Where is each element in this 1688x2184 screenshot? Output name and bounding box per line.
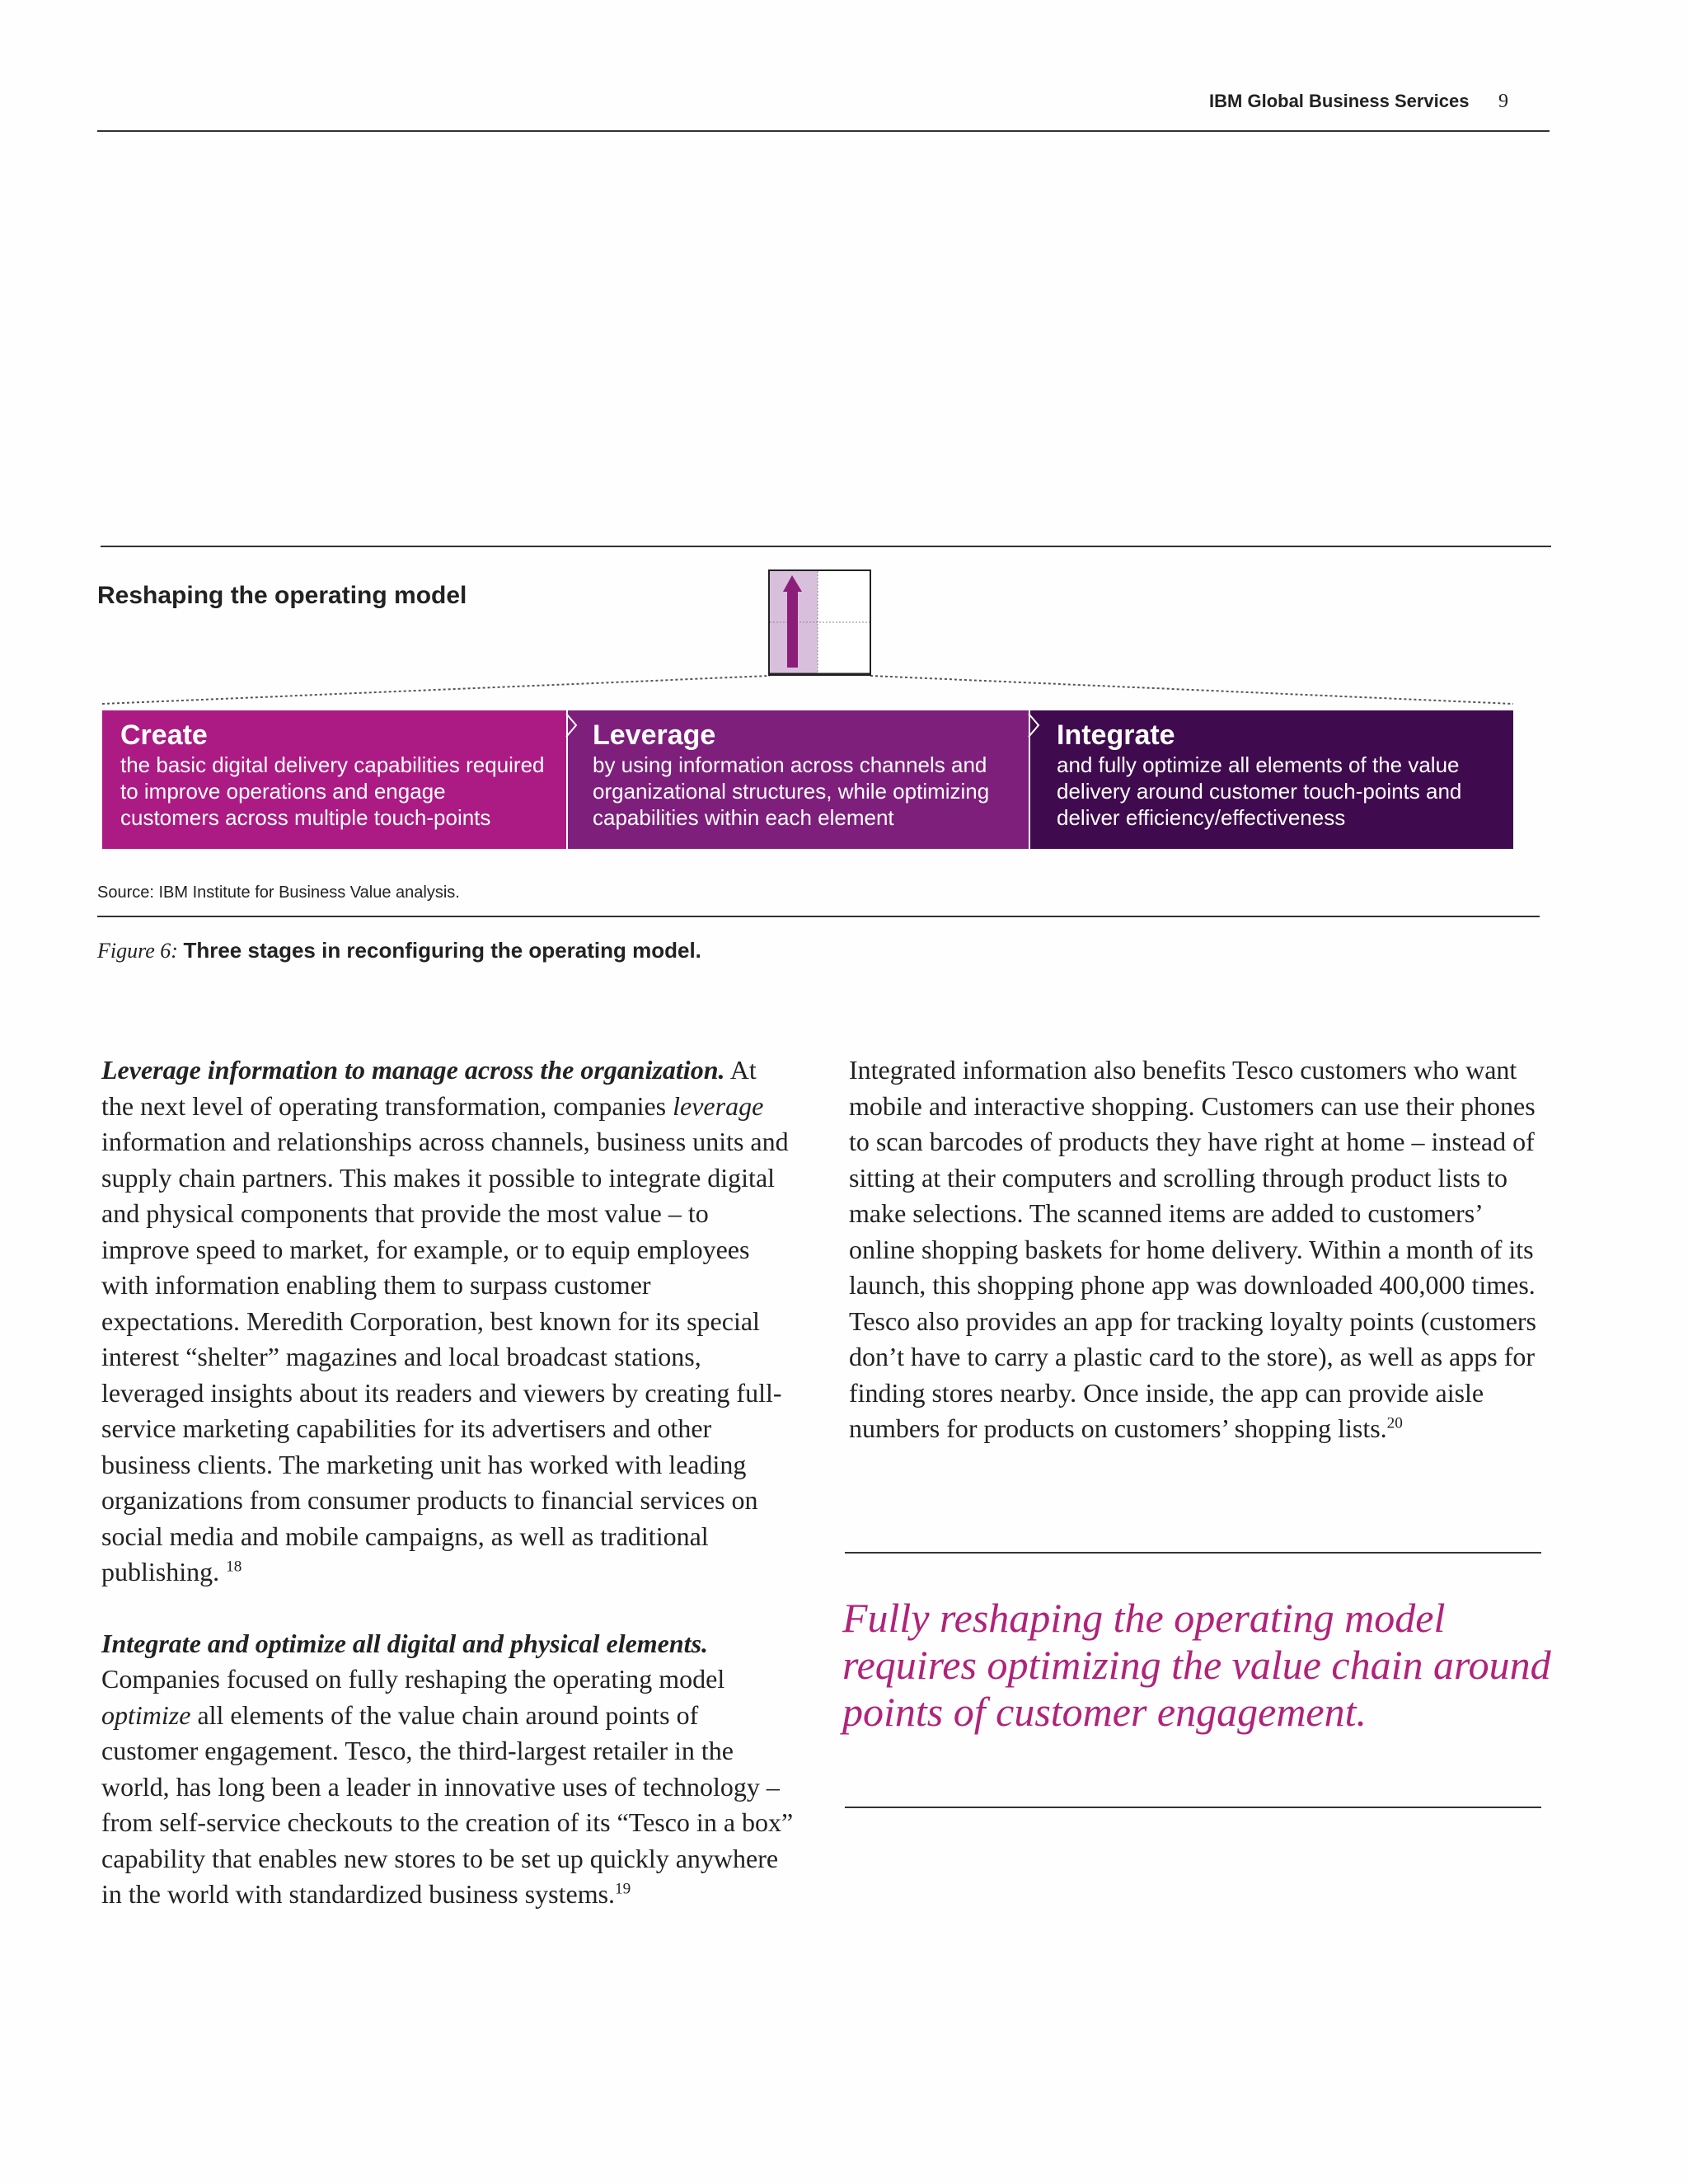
emphasis-text: optimize	[101, 1699, 191, 1730]
chevron-icon-2	[1029, 714, 1039, 737]
figure-bottom-rule	[97, 916, 1540, 917]
paragraph-integrate	[101, 1626, 794, 1913]
stage-integrate-description: and fully optimize all elements of the value delivery around customer touch-points and deliver efficiency/effectiveness	[1057, 752, 1462, 830]
figure-caption	[97, 938, 701, 963]
paragraph-text: information and relationships across channels, business units and supply chain partners. This makes it possible to integrate digital and physical components that provide the most value – to improve speed to market, for example, or to equip employees with information enabling them to surpass customer expectations. Meredith Corporation, best known for its special interest “shelter” magazines and local broadcast stations, leveraged insights about its readers and viewers by creating full-service marketing capabilities for its advertisers and other business clients. The marketing unit has worked with leading organizations from consumer products to financial services on social media and mobile campaigns, as well as traditional publishing.	[101, 1127, 789, 1586]
left-column	[101, 1052, 794, 1913]
paragraph-heading: Leverage information to manage across the organization.	[101, 1055, 725, 1085]
pull-quote-bottom-rule	[845, 1807, 1541, 1808]
pull-quote-top-rule	[845, 1552, 1541, 1554]
arrow-shaft	[787, 590, 798, 668]
paragraph-text: Companies focused on fully reshaping the operating model	[101, 1664, 725, 1694]
figure-top-rule	[101, 546, 1551, 547]
page-header	[0, 91, 1508, 113]
paragraph-leverage	[101, 1052, 794, 1591]
paragraph-text: all elements of the value chain around points of customer engagement. Tesco, the third-largest retailer in the world, has long been a leader in innovative uses of technology – from self-service checkouts to the creation of its “Tesco in a box” capability that enables new stores to be set up quickly anywhere in the world with standardized business systems.	[101, 1699, 794, 1909]
emphasis-text: leverage	[673, 1090, 764, 1121]
stage-leverage-title: Leverage	[593, 719, 716, 751]
figure-title: Reshaping the operating model	[97, 582, 467, 609]
caption-label: Figure 6:	[97, 939, 178, 963]
stage-create-title: Create	[120, 719, 208, 751]
page-number: 9	[1498, 91, 1508, 112]
stage-integrate-title: Integrate	[1057, 719, 1175, 751]
stage-indicator-icon	[0, 560, 1688, 709]
footnote-ref: 19	[615, 1880, 631, 1898]
guide-line-right	[870, 676, 1513, 704]
paragraph-heading: Integrate and optimize all digital and physical elements.	[101, 1628, 709, 1658]
header-brand: IBM Global Business Services	[1209, 91, 1470, 111]
header-rule	[97, 130, 1550, 132]
footnote-ref: 20	[1386, 1414, 1403, 1432]
paragraph-text: Integrated information also benefits Tesco customers who want mobile and interactive shopping. Customers can use their phones to scan barcodes of products they have right at home – instead of sitting at their computers and scrolling through product lists to make selections. The scanned items are added to customers’ online shopping baskets for home delivery. Within a month of its launch, this shopping phone app was downloaded 400,000 times. Tesco also provides an app for tracking loyalty points (customers don’t have to carry a plastic card to the store), as well as apps for finding stores nearby. Once inside, the app can provide aisle numbers for products on customers’ shopping lists.	[849, 1055, 1536, 1443]
stage-leverage-description: by using information across channels and organizational structures, while optimizing capabilities within each element	[593, 752, 990, 830]
stage-create-description: the basic digital delivery capabilities required to improve operations and engage customers across multiple touch-points	[120, 752, 545, 830]
stage-chevron-icons	[0, 710, 1688, 760]
paragraph-tesco-customers	[849, 1052, 1541, 1447]
chevron-icon-1	[566, 714, 576, 737]
caption-text: Three stages in reconfiguring the operating model.	[183, 938, 701, 963]
right-column	[849, 1052, 1541, 1447]
paragraph-text: At the next level of operating transformation, companies	[101, 1055, 757, 1121]
pull-quote: Fully reshaping the operating model requires optimizing the value chain around points of customer engagement.	[842, 1595, 1551, 1735]
guide-line-left	[102, 676, 770, 704]
footnote-ref: 18	[226, 1558, 242, 1576]
figure-source: Source: IBM Institute for Business Value analysis.	[97, 883, 460, 902]
